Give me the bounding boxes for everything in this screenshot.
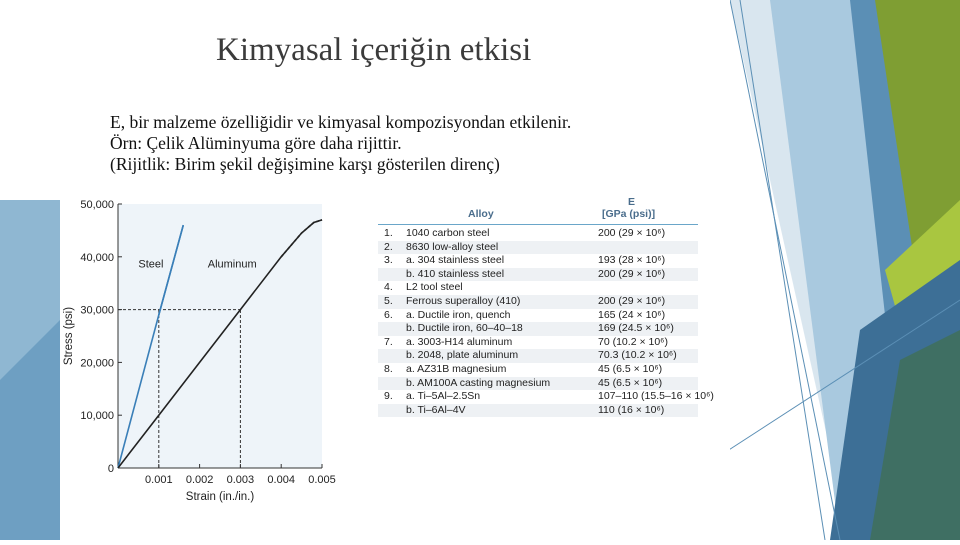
table-cell-alloy: b. 410 stainless steel <box>406 267 505 280</box>
table-cell-modulus: 110 (16 × 10⁶) <box>598 403 665 416</box>
table-cell-alloy: a. 304 stainless steel <box>406 254 505 267</box>
table-cell-alloy: L2 tool steel <box>406 281 463 294</box>
y-tick-label: 0 <box>107 463 114 475</box>
table-cell-number: 3. <box>384 254 393 267</box>
y-tick-label: 40,000 <box>80 251 114 264</box>
table-cell-alloy: b. Ti–6Al–4V <box>406 403 466 416</box>
left-decor-svg <box>0 0 60 540</box>
table-cell-number: 8. <box>384 363 393 375</box>
table-cell-number: 7. <box>384 335 393 348</box>
slide-title: Kimyasal içeriğin etkisi <box>216 32 532 68</box>
body-line-1: E, bir malzeme özelliğidir ve kimyasal kompozisyondan etkilenir. <box>110 112 572 132</box>
table-cell-number: 4. <box>384 281 393 294</box>
table-cell-alloy: a. Ductile iron, quench <box>406 308 511 321</box>
table-cell-alloy: a. 3003-H14 aluminum <box>406 335 513 348</box>
table-cell-number: 6. <box>384 308 393 321</box>
table-cell-modulus: 107–110 (15.5–16 × 10⁶) <box>598 390 714 403</box>
chart-svg <box>60 192 350 512</box>
y-axis-label: Stress (psi) <box>63 306 75 366</box>
table-cell-alloy: 8630 low-alloy steel <box>406 240 499 253</box>
right-decor-svg <box>730 0 960 540</box>
table-row <box>378 254 698 268</box>
table-row <box>378 268 698 282</box>
table-cell-modulus: 200 (29 × 10⁶) <box>598 295 666 307</box>
table-cell-alloy: b. AM100A casting magnesium <box>406 376 551 389</box>
table-cell-number: 5. <box>384 295 393 307</box>
y-tick-label: 10,000 <box>80 410 114 423</box>
table-row <box>378 241 698 255</box>
table-row <box>378 309 698 323</box>
body-line-3: (Rijitlik: Birim şekil değişimine karşı gösterilen direnç) <box>110 154 500 174</box>
x-tick-label: 0.004 <box>267 474 295 486</box>
x-axis-label: Strain (in./in.) <box>185 491 255 503</box>
table-cell-modulus: 165 (24 × 10⁶) <box>598 308 666 321</box>
table-cell-alloy: b. Ductile iron, 60–40–18 <box>406 322 523 335</box>
table-header-alloy: Alloy <box>468 208 494 220</box>
table-cell-alloy: b. 2048, plate aluminum <box>406 349 519 362</box>
table-cell-number: 2. <box>384 240 393 253</box>
table-cell-modulus: 193 (28 × 10⁶) <box>598 254 666 267</box>
body-line-2: Örn: Çelik Alüminyuma göre daha rijittir. <box>110 133 402 153</box>
y-tick-label: 30,000 <box>80 304 114 317</box>
table-header-e-units: [GPa (psi)] <box>602 208 656 220</box>
table-cell-modulus: 45 (6.5 × 10⁶) <box>598 363 663 375</box>
table-cell-alloy: a. AZ31B magnesium <box>406 363 507 375</box>
table-row <box>378 322 698 336</box>
right-decor-shapes <box>730 0 960 540</box>
series-label-steel: Steel <box>138 258 164 271</box>
table-cell-modulus: 200 (29 × 10⁶) <box>598 267 666 280</box>
table-row <box>378 404 698 418</box>
table-cell-modulus: 70.3 (10.2 × 10⁶) <box>598 349 677 362</box>
table-row <box>378 349 698 363</box>
table-header-rule <box>378 224 698 225</box>
series-label-aluminum: Aluminum <box>207 258 257 271</box>
table-cell-number: 9. <box>384 390 393 403</box>
table-cell-modulus: 200 (29 × 10⁶) <box>598 227 666 239</box>
table-cell-alloy: a. Ti–5Al–2.5Sn <box>406 390 481 403</box>
left-decor-band <box>0 0 60 540</box>
table-cell-modulus: 169 (24.5 × 10⁶) <box>598 322 674 335</box>
table-row <box>378 295 698 309</box>
table-row <box>378 281 698 295</box>
y-tick-label: 50,000 <box>80 199 114 211</box>
table-cell-number: 1. <box>384 227 393 239</box>
table-row <box>378 227 698 241</box>
table-cell-alloy: 1040 carbon steel <box>406 227 490 239</box>
y-tick-label: 20,000 <box>80 357 114 370</box>
stress-strain-chart <box>60 192 350 512</box>
table-cell-alloy: Ferrous superalloy (410) <box>406 295 521 307</box>
x-tick-label: 0.003 <box>226 474 255 486</box>
table-row <box>378 363 698 377</box>
table-row <box>378 390 714 404</box>
x-tick-label: 0.001 <box>145 474 173 486</box>
x-tick-label: 0.005 <box>308 474 336 486</box>
table-row <box>378 377 698 391</box>
table-cell-modulus: 45 (6.5 × 10⁶) <box>598 376 663 389</box>
slide-body-text <box>110 112 571 175</box>
x-tick-label: 0.002 <box>185 474 214 486</box>
table-header-e: E <box>628 196 636 208</box>
table-row <box>378 336 698 350</box>
table-cell-modulus: 70 (10.2 × 10⁶) <box>598 335 668 348</box>
alloy-modulus-table <box>378 194 714 424</box>
